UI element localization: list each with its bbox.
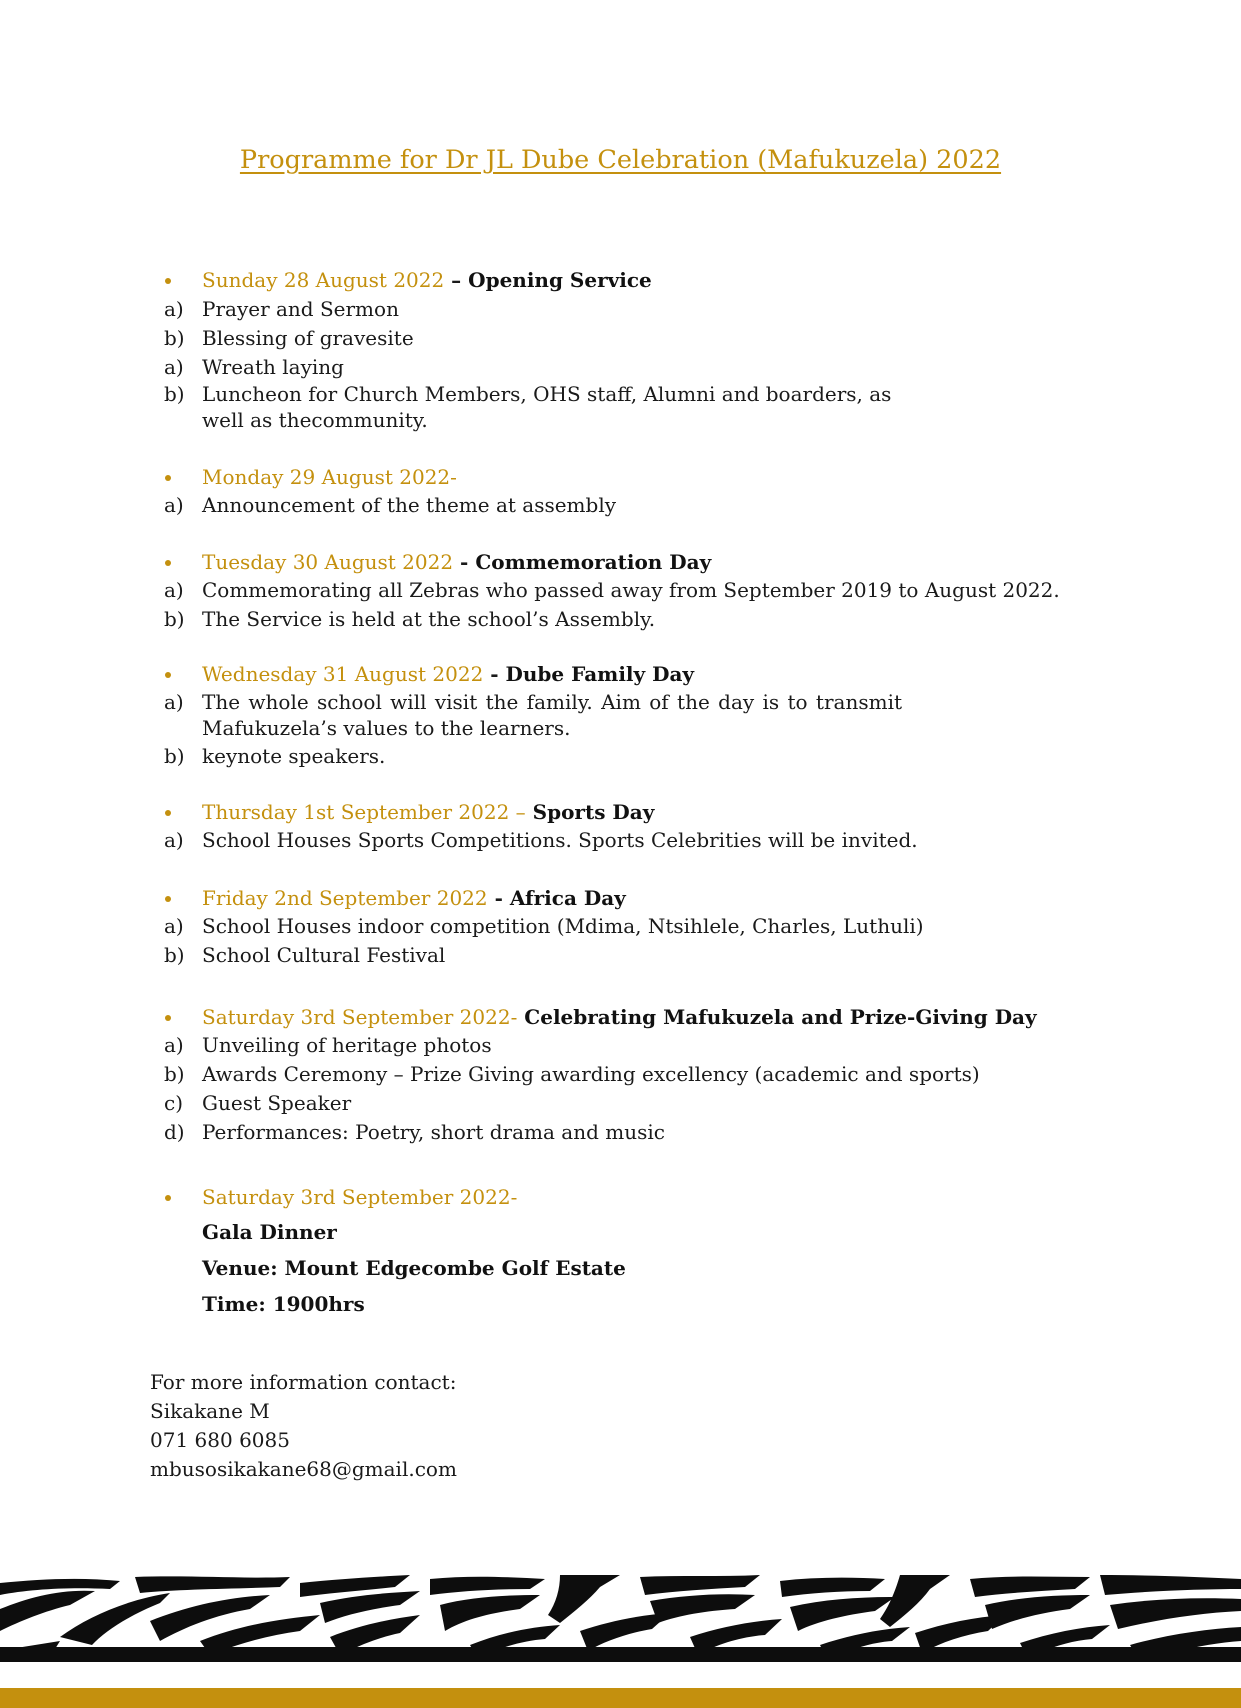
day-date: Monday 29 August 2022- (202, 465, 457, 489)
item-label: a) (164, 1033, 184, 1057)
day-gala (163, 1183, 1083, 1322)
gala-time: Time: 1900hrs (202, 1292, 365, 1316)
day-heading (163, 884, 1083, 913)
day-heading (163, 1003, 1083, 1032)
day-separator (526, 800, 533, 824)
day-thursday (163, 798, 1083, 853)
contact-name: Sikakane M (150, 1399, 270, 1423)
bullet-icon (165, 810, 171, 816)
day-date: Friday 2nd September 2022 (202, 886, 488, 910)
day-friday (163, 884, 1083, 968)
list-item (163, 354, 1083, 380)
day-heading (163, 798, 1083, 827)
list-item (163, 1119, 1083, 1145)
item-text: School Houses indoor competition (Mdima, Ntsihlele, Charles, Luthuli) (202, 914, 924, 938)
footer-gold-bar (0, 1688, 1241, 1708)
day-saturday (163, 1003, 1083, 1145)
gala-name: Gala Dinner (202, 1220, 337, 1244)
bullet-icon (165, 896, 171, 902)
bullet-icon (165, 278, 171, 284)
day-event: Africa Day (509, 886, 626, 910)
day-date: Sunday 28 August 2022 (202, 268, 445, 292)
list-item (163, 1061, 1083, 1087)
list-item (163, 381, 902, 433)
contact-email[interactable]: mbusosikakane68@gmail.com (150, 1457, 457, 1481)
day-date: Saturday 3rd September 2022- (202, 1005, 518, 1029)
item-text: Awards Ceremony – Prize Giving awarding excellency (academic and sports) (202, 1062, 980, 1086)
list-item (163, 296, 1083, 322)
day-date: Wednesday 31 August 2022 (202, 662, 484, 686)
list-item (163, 743, 1083, 769)
list-item (163, 325, 1083, 351)
item-text: Luncheon for Church Members, OHS staff, Alumni and boarders, as well as thecommunity. (202, 382, 892, 432)
item-text: Prayer and Sermon (202, 297, 399, 321)
item-label: c) (164, 1091, 184, 1115)
item-text: Performances: Poetry, short drama and music (202, 1120, 665, 1144)
day-separator: – (444, 268, 469, 292)
day-event: Celebrating Mafukuzela and Prize-Giving Day (524, 1005, 1037, 1029)
item-text: Guest Speaker (202, 1091, 352, 1115)
item-text: Wreath laying (202, 355, 344, 379)
item-text: keynote speakers. (202, 744, 386, 768)
day-event: Dube Family Day (505, 662, 695, 686)
day-heading (163, 463, 1083, 492)
item-label: b) (164, 1062, 185, 1086)
item-text: The Service is held at the school’s Assembly. (202, 607, 656, 631)
day-event: Commemoration Day (475, 550, 712, 574)
list-item (163, 689, 902, 741)
item-text: Unveiling of heritage photos (202, 1033, 492, 1057)
item-label: a) (164, 828, 184, 852)
item-label: a) (164, 914, 184, 938)
list-item (163, 827, 1083, 853)
list-item (163, 942, 1083, 968)
contact-heading: For more information contact: (150, 1370, 457, 1394)
item-label: b) (164, 744, 185, 768)
item-text: School Cultural Festival (202, 943, 446, 967)
contact-block (150, 1368, 457, 1484)
bullet-icon (165, 1015, 171, 1021)
zebra-stripe-banner (0, 1575, 1241, 1662)
day-wednesday (163, 660, 1083, 769)
page-title: Programme for Dr JL Dube Celebration (Mafukuzela) 2022 (239, 145, 1002, 175)
bullet-icon (165, 1195, 171, 1201)
list-item (163, 1032, 1083, 1058)
item-label: a) (164, 297, 184, 321)
gala-venue: Venue: Mount Edgecombe Golf Estate (202, 1256, 626, 1280)
list-item (163, 577, 1083, 603)
item-label: d) (164, 1120, 185, 1144)
day-heading (163, 548, 1083, 577)
item-label: a) (164, 578, 184, 602)
day-date: Tuesday 30 August 2022 (202, 550, 454, 574)
item-label: a) (164, 493, 184, 517)
item-text: Commemorating all Zebras who passed away from September 2019 to August 2022. (202, 578, 1060, 602)
bullet-icon (165, 560, 171, 566)
list-item (163, 1090, 1083, 1116)
item-text: Announcement of the theme at assembly (202, 493, 617, 517)
day-separator: - (487, 886, 510, 910)
day-heading (163, 660, 1083, 689)
day-heading (163, 266, 1083, 295)
day-tuesday (163, 548, 1083, 632)
contact-phone: 071 680 6085 (150, 1428, 290, 1452)
item-label: b) (164, 382, 185, 406)
day-event: Opening Service (468, 268, 652, 292)
day-separator: - (453, 550, 476, 574)
day-date: Saturday 3rd September 2022- (202, 1185, 518, 1209)
list-item (163, 492, 1083, 518)
item-label: b) (164, 943, 185, 967)
item-text: Blessing of gravesite (202, 326, 414, 350)
day-date: Thursday 1st September 2022 – (202, 800, 526, 824)
day-separator: - (483, 662, 506, 686)
day-heading (163, 1183, 1083, 1212)
item-text: The whole school will visit the family. Aim of the day is to transmit Mafukuzela’s values to the learners. (202, 690, 902, 740)
bullet-icon (165, 672, 171, 678)
item-label: a) (164, 355, 184, 379)
item-label: b) (164, 326, 185, 350)
item-label: b) (164, 607, 185, 631)
day-event: Sports Day (532, 800, 655, 824)
list-item (163, 606, 1083, 632)
item-text: School Houses Sports Competitions. Sports Celebrities will be invited. (202, 828, 918, 852)
list-item (163, 913, 1083, 939)
item-label: a) (164, 690, 184, 714)
bullet-icon (165, 475, 171, 481)
day-sunday (163, 266, 1083, 433)
day-monday (163, 463, 1083, 518)
